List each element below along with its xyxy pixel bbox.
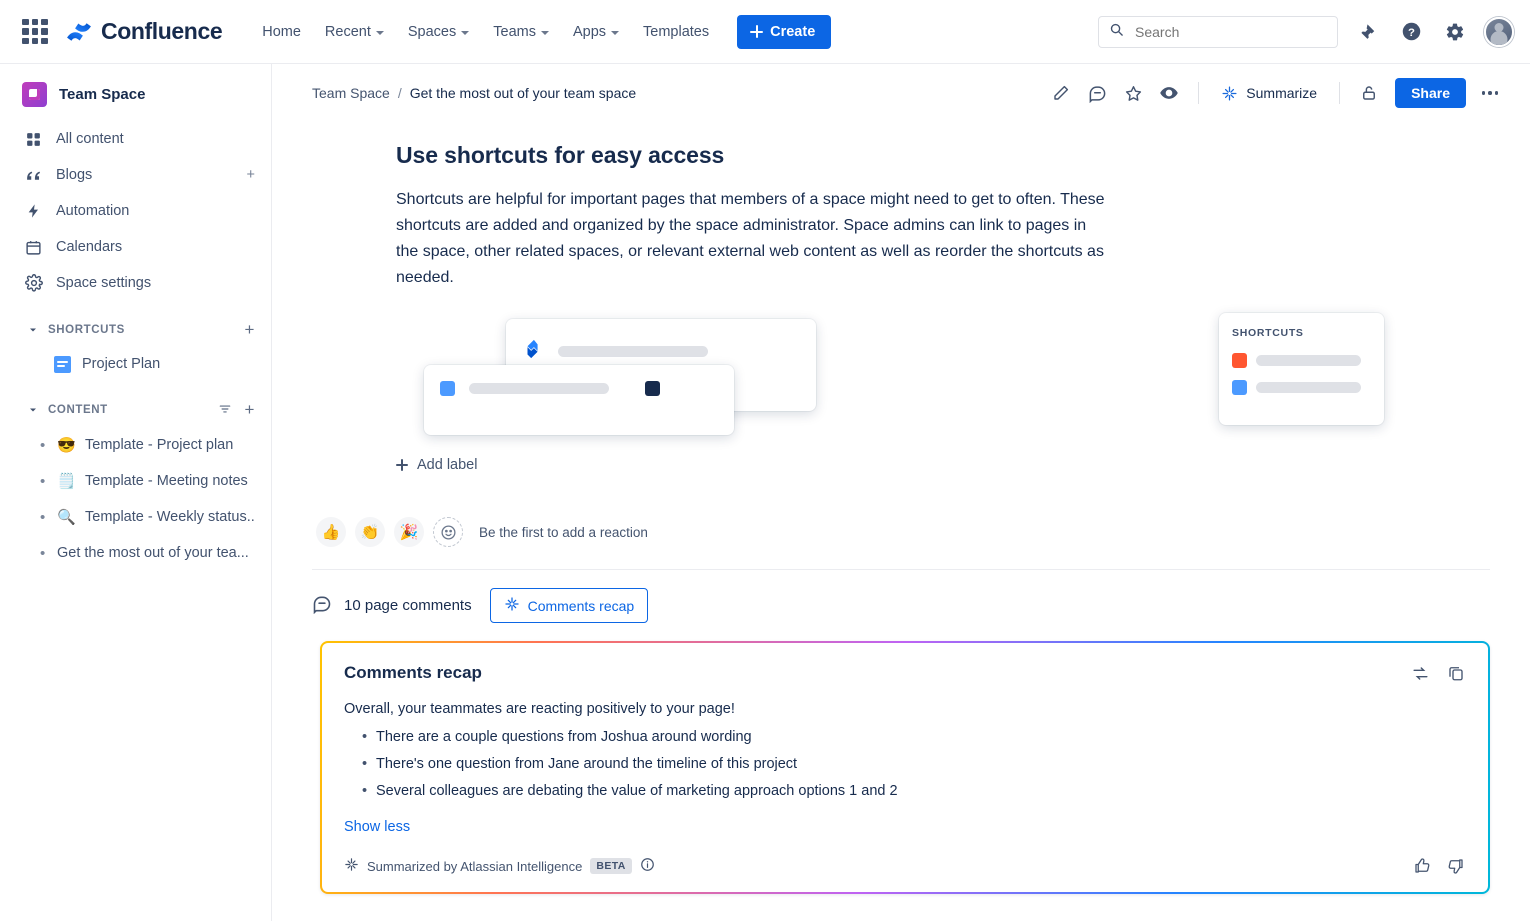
all-content-icon bbox=[24, 130, 43, 149]
confluence-logo-icon bbox=[66, 19, 92, 45]
section-label: SHORTCUTS bbox=[48, 324, 125, 336]
nav-item-recent[interactable] bbox=[315, 17, 394, 47]
show-less-link[interactable]: Show less bbox=[344, 819, 411, 835]
share-button[interactable]: Share bbox=[1395, 78, 1466, 108]
recap-feedback-buttons bbox=[1412, 856, 1466, 876]
content-label: Get the most out of your tea... bbox=[57, 545, 249, 561]
primary-nav bbox=[252, 17, 719, 47]
sidebar-label: Space settings bbox=[56, 275, 152, 291]
divider bbox=[1339, 82, 1340, 104]
shortcuts-illustration bbox=[396, 313, 1406, 431]
page-header-bar bbox=[272, 64, 1530, 122]
nav-item-teams[interactable] bbox=[483, 17, 559, 47]
filter-icon[interactable] bbox=[218, 402, 232, 419]
nav-label: Spaces bbox=[407, 23, 457, 40]
profile-avatar[interactable] bbox=[1484, 17, 1514, 47]
illustration-card-b bbox=[424, 365, 734, 435]
create-button[interactable] bbox=[737, 15, 831, 49]
recap-bullet: • There are a couple questions from Joshua around wording bbox=[364, 724, 1466, 751]
sidebar-shortcut-project-plan[interactable] bbox=[0, 347, 271, 381]
atlassian-intelligence-icon bbox=[504, 596, 520, 615]
lock-icon[interactable] bbox=[1353, 77, 1385, 109]
reaction-party[interactable]: 🎉 bbox=[394, 517, 424, 547]
topnav-right-actions bbox=[1098, 16, 1514, 48]
settings-gear-icon[interactable] bbox=[1440, 17, 1470, 47]
page-title: Use shortcuts for easy access bbox=[396, 142, 725, 168]
sidebar-label: Calendars bbox=[56, 239, 123, 255]
space-name: Team Space bbox=[59, 86, 146, 103]
plus-icon bbox=[396, 459, 408, 471]
create-label: Create bbox=[770, 23, 816, 40]
space-settings-gear-icon bbox=[24, 274, 43, 293]
space-header[interactable] bbox=[0, 74, 271, 115]
search-icon bbox=[1109, 22, 1124, 42]
nav-item-spaces[interactable] bbox=[398, 17, 479, 47]
nav-item-apps[interactable] bbox=[563, 17, 629, 47]
add-reaction-icon[interactable] bbox=[433, 517, 463, 547]
breadcrumb-space[interactable]: Team Space bbox=[312, 85, 390, 101]
illustration-shortcuts-card bbox=[1219, 313, 1384, 425]
add-label-text: Add label bbox=[417, 457, 478, 473]
comments-count-label: 10 page comments bbox=[344, 597, 472, 614]
brand-name: Confluence bbox=[101, 18, 223, 44]
nav-item-templates[interactable] bbox=[633, 17, 719, 47]
star-icon[interactable] bbox=[1117, 77, 1149, 109]
atlassian-intelligence-icon bbox=[344, 857, 359, 875]
more-actions-icon[interactable] bbox=[1474, 77, 1506, 109]
divider bbox=[1198, 82, 1199, 104]
sidebar-item-space-settings[interactable] bbox=[0, 265, 271, 301]
chevron-down-icon bbox=[376, 31, 384, 35]
recap-intro: Overall, your teammates are reacting positively to your page! bbox=[344, 701, 735, 717]
info-icon[interactable] bbox=[640, 857, 655, 875]
shortcut-label: Project Plan bbox=[82, 356, 161, 372]
copy-icon[interactable] bbox=[1444, 661, 1468, 685]
breadcrumb-separator: / bbox=[397, 85, 402, 101]
breadcrumb bbox=[312, 85, 636, 101]
sidebar-label: All content bbox=[56, 131, 124, 147]
add-content-button[interactable]: + bbox=[244, 400, 255, 419]
thumbs-up-icon[interactable] bbox=[1412, 856, 1432, 876]
space-avatar-icon bbox=[22, 82, 47, 107]
article-paragraph: Shortcuts are helpful for important pages that members of a space might need to get to often. These shortcuts are added and organized by the space administrator. Space admins can link to pages in the space, other related spaces, or relevant external web content as well as reorder the shortcuts as needed. bbox=[396, 191, 1105, 286]
add-shortcut-button[interactable]: + bbox=[244, 320, 255, 339]
search-box[interactable] bbox=[1098, 16, 1338, 48]
comment-icon bbox=[312, 594, 332, 618]
help-icon[interactable] bbox=[1396, 17, 1426, 47]
add-label-button[interactable] bbox=[396, 457, 477, 473]
nav-label: Apps bbox=[572, 23, 607, 40]
chevron-down-icon bbox=[541, 31, 549, 35]
content-label: Template - Meeting notes bbox=[85, 473, 248, 489]
content-label: Template - Weekly status.. bbox=[85, 509, 255, 525]
breadcrumb-page[interactable]: Get the most out of your team space bbox=[409, 85, 637, 101]
comments-recap-panel bbox=[320, 641, 1490, 894]
illustration-card-title: SHORTCUTS bbox=[1232, 327, 1304, 339]
chevron-down-icon bbox=[461, 31, 469, 35]
notifications-icon[interactable] bbox=[1352, 17, 1382, 47]
summarize-label: Summarize bbox=[1246, 85, 1318, 101]
automation-bolt-icon bbox=[24, 202, 43, 221]
page-content-area bbox=[272, 64, 1530, 921]
page-emoji-icon: 😎 bbox=[57, 437, 76, 454]
bullet-icon: • bbox=[40, 436, 46, 454]
atlassian-intelligence-icon bbox=[1221, 85, 1238, 102]
svg-text:?: ? bbox=[1407, 26, 1415, 39]
page-icon bbox=[54, 356, 71, 373]
recap-footer bbox=[344, 856, 1466, 876]
recap-bullet-list bbox=[344, 724, 1466, 805]
sidebar-content-item-current[interactable] bbox=[0, 535, 271, 571]
page-actions bbox=[1045, 77, 1506, 109]
add-blog-button[interactable]: + bbox=[246, 167, 255, 183]
recap-button-label: Comments recap bbox=[527, 597, 635, 614]
sidebar-item-blogs[interactable] bbox=[0, 157, 271, 193]
sidebar-nav bbox=[0, 121, 271, 301]
calendar-icon bbox=[24, 238, 43, 257]
bullet-icon: • bbox=[40, 544, 46, 562]
nav-label: Teams bbox=[493, 23, 536, 40]
beta-badge: BETA bbox=[590, 858, 631, 874]
chevron-down-icon[interactable] bbox=[26, 323, 40, 337]
sidebar-label: Blogs bbox=[56, 167, 93, 183]
recap-title: Comments recap bbox=[344, 663, 482, 682]
sidebar-item-automation[interactable] bbox=[0, 193, 271, 229]
recap-body bbox=[344, 699, 1466, 838]
apps-grid-icon[interactable] bbox=[22, 19, 48, 45]
sidebar-content-item[interactable] bbox=[0, 499, 271, 535]
summarize-button[interactable] bbox=[1212, 79, 1326, 108]
sidebar-label: Automation bbox=[56, 203, 130, 219]
chevron-down-icon[interactable] bbox=[26, 403, 40, 417]
nav-item-home[interactable] bbox=[252, 17, 311, 47]
sidebar-item-calendars[interactable] bbox=[0, 229, 271, 265]
jira-icon bbox=[522, 337, 544, 366]
refresh-icon[interactable] bbox=[1408, 661, 1432, 685]
recap-bullet: • Several colleagues are debating the value of marketing approach options 1 and 2 bbox=[364, 778, 1466, 805]
sidebar-item-all-content[interactable] bbox=[0, 121, 271, 157]
recap-footer-text: Summarized by Atlassian Intelligence bbox=[367, 858, 583, 874]
bullet-icon: • bbox=[40, 508, 46, 526]
space-sidebar bbox=[0, 64, 272, 921]
page-emoji-icon: 🗒️ bbox=[57, 473, 76, 490]
reaction-prompt: Be the first to add a reaction bbox=[479, 524, 648, 540]
article-body bbox=[272, 122, 1530, 473]
content-label: Template - Project plan bbox=[85, 437, 234, 453]
reaction-thumbsup[interactable]: 👍 bbox=[316, 517, 346, 547]
sidebar-content-item[interactable] bbox=[0, 463, 271, 499]
comments-recap-button[interactable] bbox=[490, 588, 649, 623]
page-comments-count[interactable] bbox=[312, 594, 472, 618]
chevron-down-icon bbox=[611, 31, 619, 35]
sidebar-content-item[interactable] bbox=[0, 427, 271, 463]
reaction-clap[interactable]: 👏 bbox=[355, 517, 385, 547]
page-emoji-icon: 🔍 bbox=[57, 509, 76, 526]
sidebar-section-content[interactable] bbox=[0, 393, 271, 427]
blogs-quote-icon bbox=[24, 166, 43, 185]
bullet-icon: • bbox=[40, 472, 46, 490]
sidebar-section-shortcuts[interactable] bbox=[0, 313, 271, 347]
search-input[interactable] bbox=[1133, 23, 1327, 41]
thumbs-down-icon[interactable] bbox=[1446, 856, 1466, 876]
recap-bullet: • There's one question from Jane around the timeline of this project bbox=[364, 751, 1466, 778]
plus-icon bbox=[750, 25, 763, 38]
section-label: CONTENT bbox=[48, 404, 108, 416]
comments-header bbox=[272, 570, 1530, 623]
reactions-row bbox=[272, 517, 1530, 547]
comment-icon[interactable] bbox=[1081, 77, 1113, 109]
recap-panel-tools bbox=[1408, 661, 1468, 685]
watch-eye-icon[interactable] bbox=[1153, 77, 1185, 109]
confluence-logo[interactable] bbox=[66, 18, 222, 45]
edit-pencil-icon[interactable] bbox=[1045, 77, 1077, 109]
nav-label: Templates bbox=[643, 23, 710, 40]
top-navigation bbox=[0, 0, 1530, 64]
nav-label: Home bbox=[262, 23, 301, 40]
nav-label: Recent bbox=[324, 23, 371, 40]
